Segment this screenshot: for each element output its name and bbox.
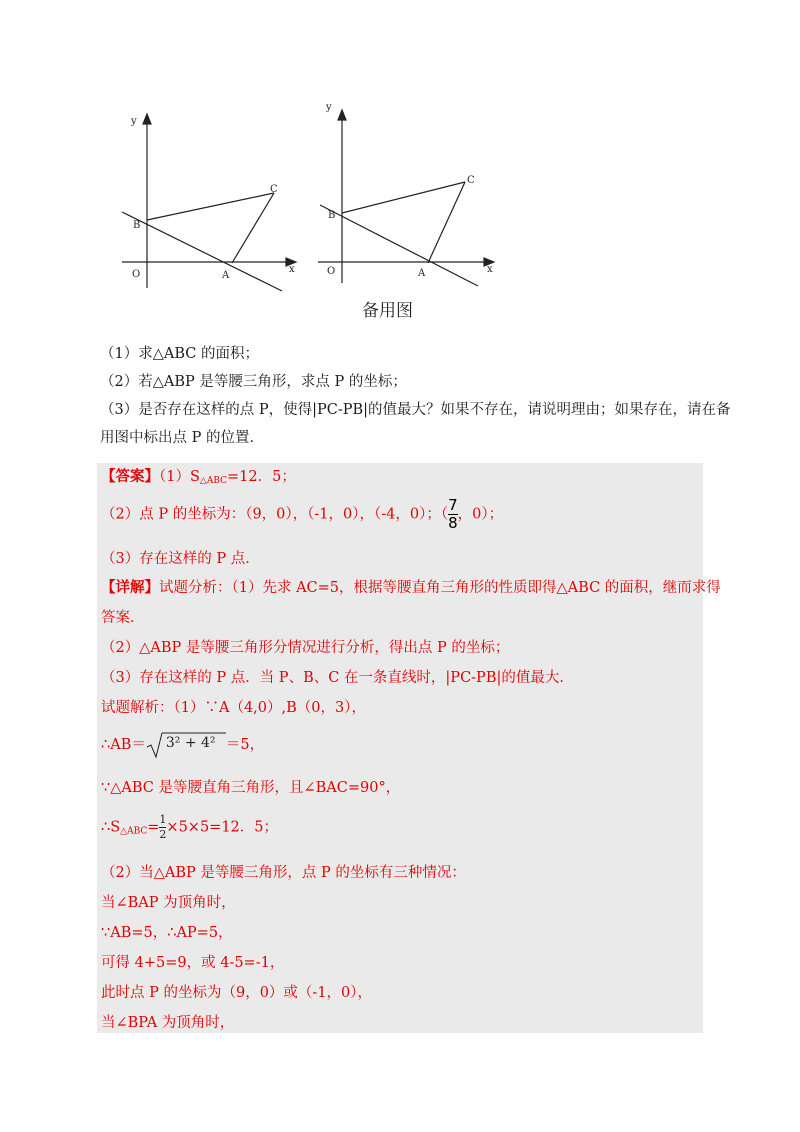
fraction-numerator: 1 <box>159 813 167 826</box>
detail-line-13: 此时点 P 的坐标为（9，0）或（-1，0）， <box>101 985 373 1001</box>
question-3-line-2: 用图中标出点 P 的位置． <box>100 430 264 446</box>
area-equals: = <box>147 819 160 836</box>
detail-line-11: ∵AB=5，∴AP=5， <box>101 925 233 941</box>
fig-left-origin-label: O <box>132 269 141 280</box>
fig-right-c-label: C <box>467 175 475 186</box>
line-ba <box>320 205 478 286</box>
detail-line-7: ∵△ABC 是等腰直角三角形，且∠BAC=90°， <box>101 780 401 796</box>
detail-line-10: 当∠BAP 为顶角时， <box>101 895 236 911</box>
line-ba <box>122 212 282 291</box>
answer-1-subscript: △ABC <box>199 476 228 486</box>
figure-left <box>122 114 296 291</box>
area-prefix: ∴S <box>101 819 121 836</box>
segment-bc <box>147 193 274 220</box>
detail-line-9: （2）当△ABP 是等腰三角形，点 P 的坐标有三种情况： <box>101 865 466 881</box>
answer-tag: 【答案】 <box>101 468 159 485</box>
detail-line-1 <box>101 576 721 597</box>
fig-right-b-label: B <box>328 210 336 221</box>
fraction-denominator: 2 <box>159 828 167 841</box>
ab-suffix: ＝5， <box>225 737 265 753</box>
answer-line-1 <box>101 465 296 486</box>
detail-line-1-text: 试题分析：（1）先求 AC=5，根据等腰直角三角形的性质即得△ABC 的面积，继而求得 <box>159 580 721 596</box>
answer-panel <box>97 463 721 1033</box>
segment-ac <box>428 182 465 263</box>
segment-bc <box>342 182 465 213</box>
detail-line-2: 答案． <box>101 610 145 626</box>
answer-line-2 <box>101 497 503 532</box>
fraction-numerator: 7 <box>448 496 458 514</box>
detail-line-4: （3）存在这样的 P 点．当 P、B、C 在一条直线时，|PC-PB|的值最大． <box>101 670 574 686</box>
question-3-line-1: （3）是否存在这样的点 P，使得|PC-PB|的值最大？如果不存在，请说明理由；如果存在，请在备 <box>100 402 731 418</box>
question-block <box>100 340 731 452</box>
answer-2-suffix: ，0）； <box>457 506 504 523</box>
detail-line-12: 可得 4+5=9，或 4-5=-1， <box>101 955 285 971</box>
detail-line-3: （2）△ABP 是等腰三角形分情况进行分析，得出点 P 的坐标； <box>101 640 510 656</box>
segment-ac <box>232 193 274 263</box>
question-1: （1）求△ABC 的面积； <box>100 346 259 362</box>
detail-line-6 <box>101 731 264 759</box>
y-axis-arrow <box>338 110 346 120</box>
figure-caption: 备用图 <box>362 301 413 321</box>
fig-left-x-label: x <box>289 264 295 275</box>
fig-left-y-label: y <box>131 116 137 127</box>
ab-prefix: ∴AB＝ <box>101 737 146 753</box>
fig-right-y-label: y <box>326 102 332 113</box>
fig-left-a-label: A <box>222 270 230 281</box>
detail-line-14: 当∠BPA 为顶角时， <box>101 1015 235 1031</box>
fig-left-b-label: B <box>133 220 141 231</box>
answer-1-value: =12．5； <box>227 469 296 485</box>
fraction-denominator: 8 <box>448 514 458 532</box>
fig-right-origin-label: O <box>327 266 336 277</box>
fig-right-x-label: x <box>487 264 493 275</box>
area-subscript: △ABC <box>120 826 148 837</box>
answer-2-prefix: （2）点 P 的坐标为：（9，0），（-1，0），（-4，0）；（ <box>101 506 449 523</box>
fig-right-a-label: A <box>418 268 426 279</box>
square-root-expression <box>146 731 226 759</box>
figure-right <box>318 110 494 286</box>
detail-line-5: 试题解析：（1）∵A（4,0）,B（0，3）， <box>101 700 366 716</box>
area-suffix: ×5×5=12．5； <box>166 819 278 836</box>
detail-tag: 【详解】 <box>101 579 159 596</box>
radicand: 3² + 4² <box>165 735 216 751</box>
detail-line-8 <box>101 813 278 842</box>
answer-3: （3）存在这样的 P 点． <box>101 551 260 567</box>
question-2: （2）若△ABP 是等腰三角形，求点 P 的坐标； <box>100 374 407 390</box>
answer-2-fraction <box>448 497 458 532</box>
geometry-figures <box>0 0 800 330</box>
answer-1-prefix: （1）S <box>159 469 200 485</box>
fig-left-c-label: C <box>270 184 278 195</box>
y-axis-arrow <box>143 114 151 124</box>
